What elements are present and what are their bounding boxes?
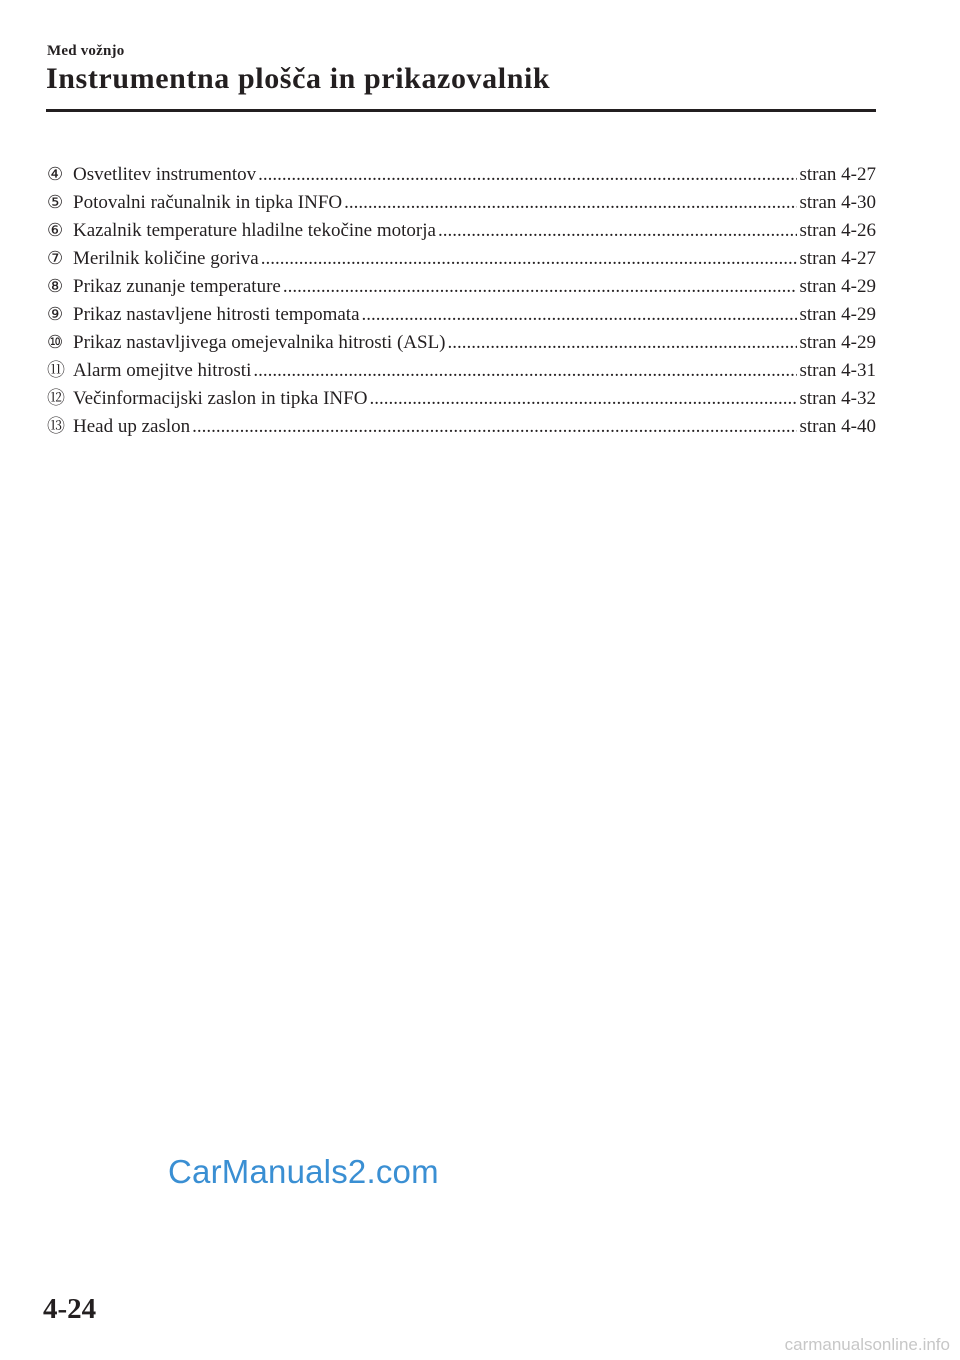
toc-item-label: Prikaz nastavljene hitrosti tempomata: [73, 304, 360, 325]
toc-item-page-ref: stran 4-31: [799, 360, 876, 381]
toc-leader-dots: [253, 357, 797, 385]
toc-item-number: ⑦: [47, 248, 64, 269]
toc-leader-dots: [369, 385, 797, 413]
toc-item-label: Potovalni računalnik in tipka INFO: [73, 192, 343, 213]
toc-item-page-ref: stran 4-30: [799, 192, 876, 213]
toc-leader-dots: [448, 329, 798, 357]
toc-item-number: ⑥: [47, 220, 64, 241]
toc-item-page-ref: stran 4-29: [799, 332, 876, 353]
toc-item-label: Prikaz nastavljivega omejevalnika hitrosti (ASL): [73, 332, 446, 353]
toc-leader-dots: [261, 245, 798, 273]
toc-item[interactable]: [47, 161, 876, 189]
toc-item-page-ref: stran 4-27: [799, 164, 876, 185]
toc-item[interactable]: [47, 189, 876, 217]
toc-item-label: Večinformacijski zaslon in tipka INFO: [73, 388, 368, 409]
toc-item[interactable]: [47, 217, 876, 245]
page-number: 4-24: [43, 1293, 97, 1325]
toc-item-label: Alarm omejitve hitrosti: [73, 360, 252, 381]
toc-leader-dots: [258, 161, 797, 189]
toc-item[interactable]: [47, 273, 876, 301]
toc-item-page-ref: stran 4-32: [799, 388, 876, 409]
toc-item-page-ref: stran 4-26: [799, 220, 876, 241]
toc-leader-dots: [192, 413, 797, 441]
toc-item-number: ⑧: [47, 276, 64, 297]
toc-leader-dots: [362, 301, 798, 329]
toc-item[interactable]: [47, 245, 876, 273]
toc-item-label: Kazalnik temperature hladilne tekočine motorja: [73, 220, 436, 241]
toc-item-number: ⑫: [47, 388, 65, 409]
title-divider: [46, 109, 876, 112]
toc-item-page-ref: stran 4-40: [799, 416, 876, 437]
footer-site-watermark: carmanualsonline.info: [784, 1335, 950, 1354]
toc-item[interactable]: [47, 357, 876, 385]
toc-item-number: ⑪: [47, 360, 65, 381]
toc-item-page-ref: stran 4-29: [799, 304, 876, 325]
toc-item-number: ⑤: [47, 192, 64, 213]
toc-item-page-ref: stran 4-27: [799, 248, 876, 269]
toc-item-label: Merilnik količine goriva: [73, 248, 259, 269]
toc-item-number: ⑨: [47, 304, 64, 325]
toc-item[interactable]: [47, 329, 876, 357]
page-title: Instrumentna plošča in prikazovalnik: [46, 62, 551, 95]
toc-leader-dots: [438, 217, 798, 245]
toc-item-page-ref: stran 4-29: [799, 276, 876, 297]
toc-item[interactable]: [47, 301, 876, 329]
section-label: Med vožnjo: [47, 43, 125, 59]
toc-list: [47, 161, 876, 441]
toc-item[interactable]: [47, 413, 876, 441]
toc-item-label: Prikaz zunanje temperature: [73, 276, 281, 297]
toc-leader-dots: [344, 189, 797, 217]
toc-item-label: Head up zaslon: [73, 416, 191, 437]
toc-item-label: Osvetlitev instrumentov: [73, 164, 257, 185]
toc-leader-dots: [283, 273, 798, 301]
watermark-link[interactable]: CarManuals2.com: [168, 1153, 439, 1190]
toc-item-number: ⑬: [47, 416, 65, 437]
toc-item-number: ⑩: [47, 332, 64, 353]
toc-item-number: ④: [47, 164, 64, 185]
toc-item[interactable]: [47, 385, 876, 413]
